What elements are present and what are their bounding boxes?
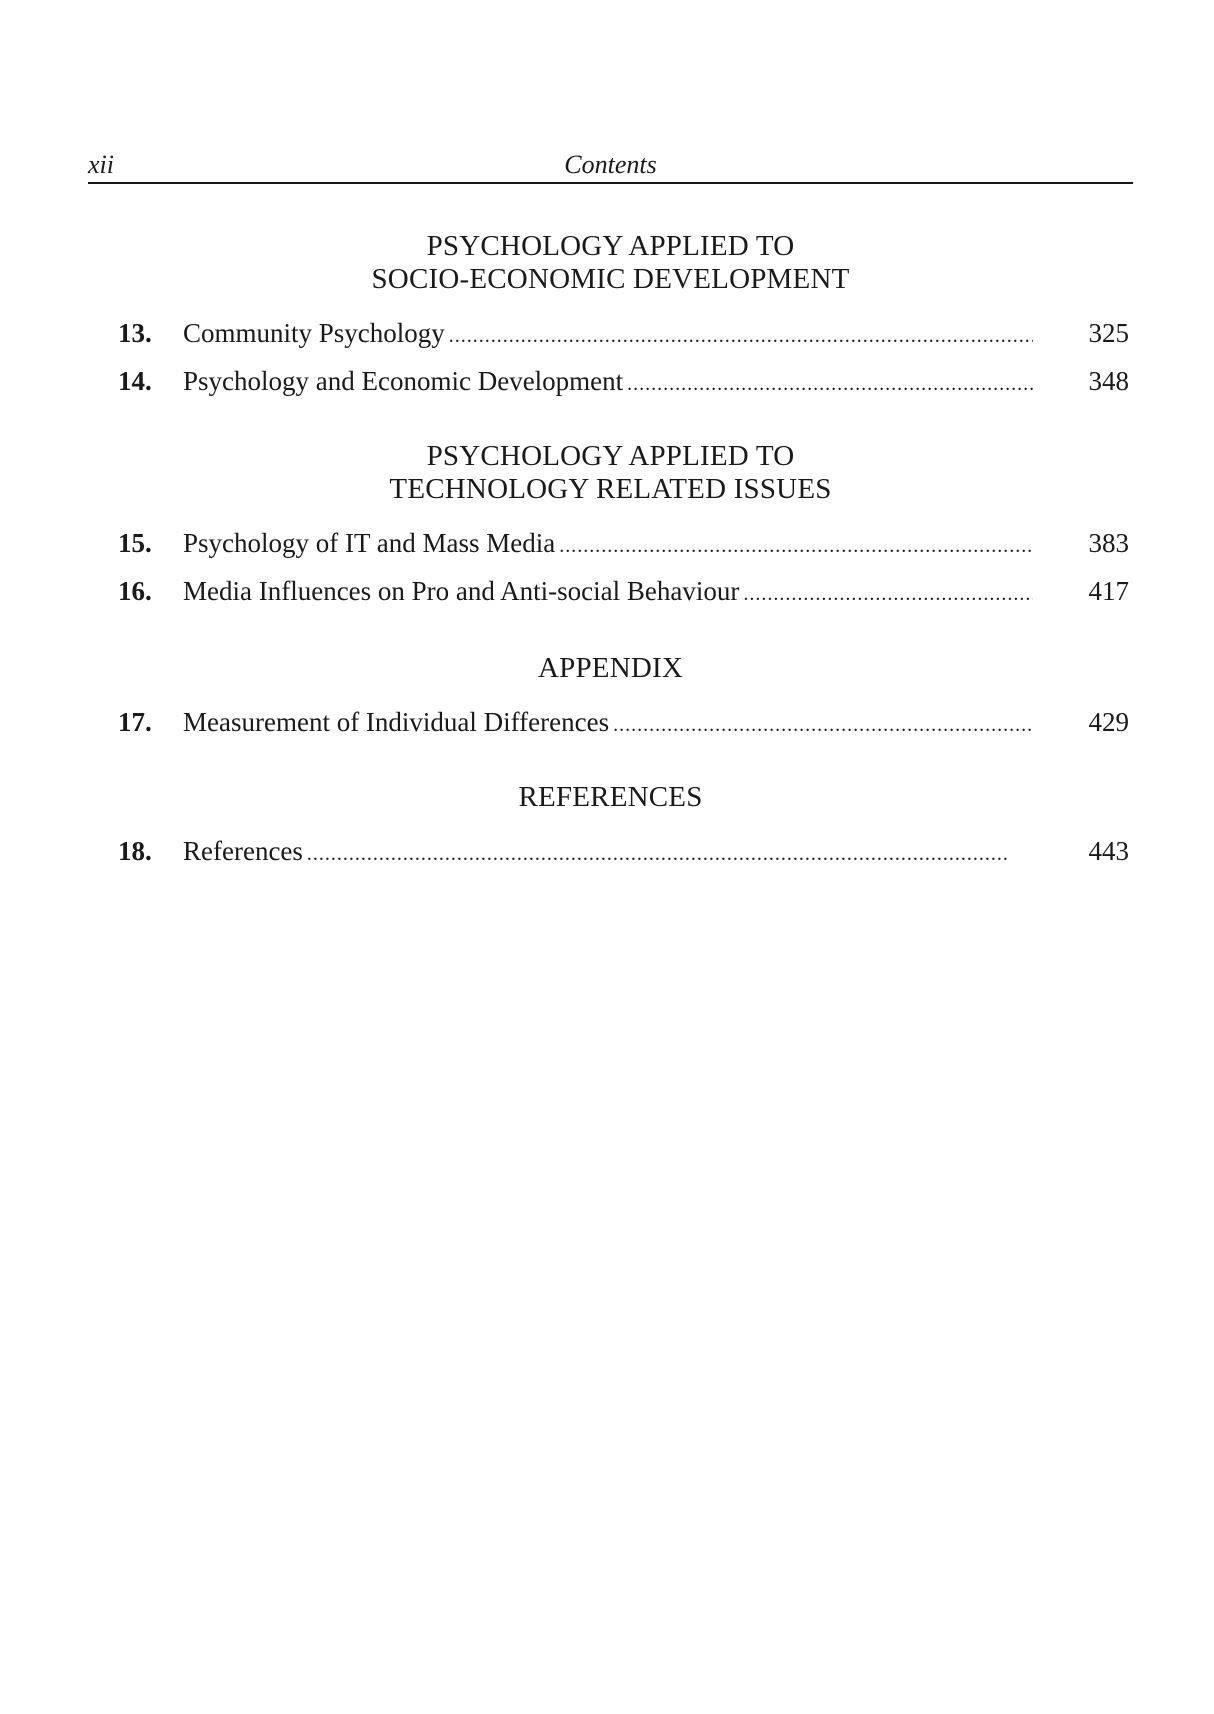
chapter-title: Psychology and Economic Development bbox=[183, 366, 624, 396]
dot-leader bbox=[743, 583, 1033, 606]
chapter-title-wrap bbox=[183, 836, 1033, 867]
section-heading-line: TECHNOLOGY RELATED ISSUES bbox=[389, 473, 832, 505]
running-header bbox=[88, 148, 1133, 184]
toc-entry[interactable] bbox=[88, 576, 1133, 624]
dot-leader bbox=[559, 535, 1033, 558]
dot-leader bbox=[307, 843, 1033, 866]
section-heading bbox=[88, 230, 1133, 296]
page-number: 443 bbox=[1088, 836, 1129, 866]
toc-entry[interactable] bbox=[88, 836, 1133, 884]
section-spacer bbox=[88, 414, 1133, 440]
toc-section-technology bbox=[88, 440, 1133, 624]
toc-entries bbox=[88, 528, 1133, 624]
chapter-number: 18. bbox=[118, 836, 152, 866]
header-rule bbox=[88, 182, 1133, 184]
page-number: 429 bbox=[1088, 707, 1129, 737]
section-heading-line: PSYCHOLOGY APPLIED TO bbox=[426, 230, 795, 262]
toc-section-appendix bbox=[88, 652, 1133, 755]
chapter-number: 14. bbox=[118, 366, 152, 396]
dot-leader bbox=[613, 714, 1033, 737]
chapter-number: 16. bbox=[118, 576, 152, 606]
chapter-title-wrap bbox=[183, 366, 1033, 397]
chapter-number: 13. bbox=[118, 318, 152, 348]
toc-entry[interactable] bbox=[88, 528, 1133, 576]
toc-entry[interactable] bbox=[88, 366, 1133, 414]
section-heading-line: SOCIO-ECONOMIC DEVELOPMENT bbox=[371, 263, 850, 295]
chapter-number: 17. bbox=[118, 707, 152, 737]
page-folio: xii bbox=[88, 150, 114, 179]
toc-entry[interactable] bbox=[88, 318, 1133, 366]
section-heading-line: REFERENCES bbox=[518, 781, 703, 813]
running-title: Contents bbox=[564, 150, 657, 179]
page-number: 348 bbox=[1088, 366, 1129, 396]
toc-entries bbox=[88, 318, 1133, 414]
section-spacer bbox=[88, 624, 1133, 652]
toc-section-references bbox=[88, 781, 1133, 884]
page-number: 417 bbox=[1088, 576, 1129, 606]
chapter-title: Media Influences on Pro and Anti-social Behaviour bbox=[183, 576, 740, 606]
toc-entry[interactable] bbox=[88, 707, 1133, 755]
toc-section-socio-economic bbox=[88, 230, 1133, 414]
chapter-title-wrap bbox=[183, 528, 1033, 559]
chapter-title: Measurement of Individual Differences bbox=[183, 707, 610, 737]
chapter-title: References bbox=[183, 836, 303, 866]
dot-leader bbox=[449, 325, 1033, 348]
chapter-title: Psychology of IT and Mass Media bbox=[183, 528, 556, 558]
section-heading bbox=[88, 440, 1133, 506]
table-of-contents bbox=[88, 230, 1133, 884]
dot-leader bbox=[627, 373, 1033, 396]
page-number: 325 bbox=[1088, 318, 1129, 348]
section-heading bbox=[88, 781, 1133, 814]
toc-entries bbox=[88, 836, 1133, 884]
chapter-title-wrap bbox=[183, 318, 1033, 349]
section-heading bbox=[88, 652, 1133, 685]
toc-entries bbox=[88, 707, 1133, 755]
chapter-title-wrap bbox=[183, 707, 1033, 738]
section-heading-line: PSYCHOLOGY APPLIED TO bbox=[426, 440, 795, 472]
chapter-title-wrap bbox=[183, 576, 1033, 607]
page-number: 383 bbox=[1088, 528, 1129, 558]
chapter-title: Community Psychology bbox=[183, 318, 445, 348]
section-spacer bbox=[88, 755, 1133, 781]
chapter-number: 15. bbox=[118, 528, 152, 558]
section-heading-line: APPENDIX bbox=[538, 652, 683, 684]
